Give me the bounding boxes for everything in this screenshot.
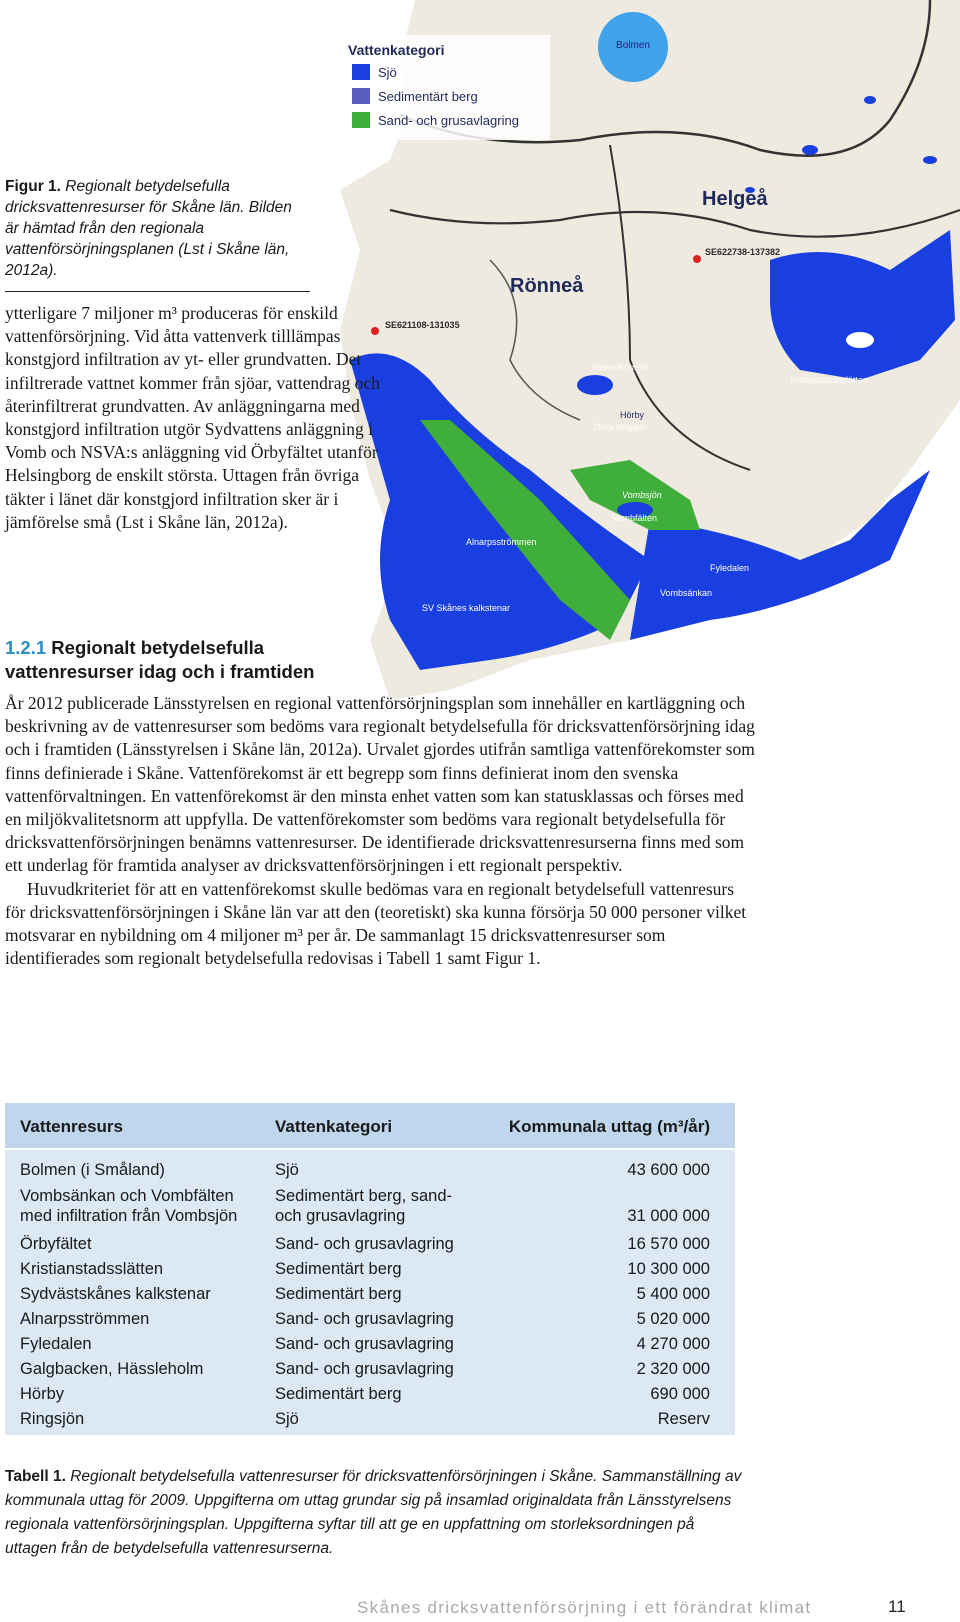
legend-swatch-sand-gravel [352,112,370,128]
cell-resource: Ringsjön [20,1410,85,1428]
page-number: 11 [888,1597,906,1616]
station-label-2: SE621108-131035 [385,320,460,330]
cell-resource: Galgbacken, Hässleholm [20,1360,204,1378]
cell-withdrawal: 2 320 000 [636,1360,710,1378]
cell-category: Sand- och grusavlagring [275,1335,454,1353]
body-paragraph-1: År 2012 publicerade Länsstyrelsen en regional vattenförsörjningsplan som innehåller en kartläggning och beskrivning av de vattenresurser som bedöms vara regionalt betydelsefulla för dricksvattenförsörjning idag och i framtiden (Länsstyrelsen i Skåne län, 2012a). Urvalet gjordes utifrån samtliga vattenförekomster som finns definierade i Skåne. Vattenförekomst är ett begrepp som finns definierat inom den svenska vattenförvaltningen. En vattenförekomst är den minsta enhet vatten som kan statusklassas och förses med en miljökvalitetsnorm att uppfylla. De vattenförekomster som bedöms vara regionalt betydelsefulla för dricksvattenförsörjningen benämns vattenresurser. De identifierade dricksvattenresurserna finns med som ett underlag för framtida analyser av dricksvattenförsörjningen i ett regionalt perspektiv. [5,693,755,876]
map-label-vombsankan: Vombsänkan [660,588,713,598]
water-resources-table [5,1103,735,1435]
cell-resource: Örbyfältet [20,1235,92,1253]
station-label-1: SE622738-137382 [705,247,781,257]
table-caption-label: Tabell 1. [5,1468,66,1485]
cell-category: Sand- och grusavlagring [275,1360,454,1378]
cell-category: Sand- och grusavlagring [275,1235,454,1253]
map-label-horby: Hörby [620,410,645,420]
section-title: Regionalt betydelsefulla vattenresurser idag och i framtiden [5,637,315,682]
region-label-ronnea: Rönneå [510,275,584,297]
legend-item-sand-gravel: Sand- och grusavlagring [378,113,519,128]
body-text [5,692,755,970]
cell-category: Sedimentärt berg [275,1260,402,1278]
cell-withdrawal: Reserv [657,1410,710,1428]
cell-category: Sedimentärt berg [275,1285,402,1303]
cell-resource: Fyledalen [20,1335,92,1353]
table-header-withdrawal: Kommunala uttag (m³/år) [508,1117,710,1136]
cell-withdrawal: 4 270 000 [636,1335,710,1353]
legend-item-sedimentary: Sedimentärt berg [378,89,478,104]
table-header-category: Vattenkategori [275,1117,393,1136]
cell-resource: Bolmen (i Småland) [20,1161,165,1179]
body-paragraph-2: Huvudkriteriet för att en vattenförekomst skulle bedömas vara en regionalt betydelsefull vattenresurs för dricksvattenförsörjningen i Skåne län var att den (teoretiskt) ska kunna försörja 50 000 personer vilket motsvarar en nybildning om 4 miljoner m³ per år. De sammanlagt 15 dricksvattenresurser som identifierades som regionalt betydelsefulla redovisas i Tabell 1 samt Figur 1. [5,878,747,969]
cell-withdrawal: 16 570 000 [627,1235,710,1253]
section-heading [5,636,335,684]
map-label-vombfalten: Vombfälten [612,513,658,523]
figure-caption-label: Figur 1. [5,178,61,195]
figure-caption [5,176,305,281]
cell-resource: Sydvästskånes kalkstenar [20,1285,211,1303]
table-header-resource: Vattenresurs [20,1117,123,1136]
map-label-kristianstadsslatten: Kristianstadsslätten [790,375,869,385]
cell-category: Sand- och grusavlagring [275,1310,454,1328]
cell-category: Sedimentärt berg [275,1385,402,1403]
cell-category: Sjö [275,1161,299,1179]
column-paragraph: ytterligare 7 miljoner m³ produceras för enskild vattenförsörjning. Vid åtta vattenverk tilllämpas konstgjord infiltration av yt- eller grundvatten. Det infiltrerade vattnet kommer från sjöar, vattendrag och återinfiltrerat grundvatten. Av anläggningarna med konstgjord infiltration utgör Sydvattens anläggning i Vomb och NSVA:s anläggning vid Örbyfältet utanför Helsingborg de enskilt största. Uttagen från övriga täkter i länet där konstgjord infiltration sker är i jämförelse små (Lst i Skåne län, 2012a). [5,303,380,532]
cell-withdrawal: 31 000 000 [627,1207,710,1225]
cell-withdrawal: 690 000 [650,1385,710,1403]
table-caption-text: Regionalt betydelsefulla vattenresurser för dricksvattenförsörjningen i Skåne. Sammanställning av kommunala uttag för 2009. Uppgifterna om uttag grundar sig på insamlad originaldata från Länsstyrelsens regionala vattenförsörjningsplan. Uppgifterna syftar till att ge en uppfattning om storleksordningen på uttagen från de betydelsefulla vattenresurserna. [5,1468,742,1557]
cell-resource: Kristianstadsslätten [20,1260,164,1278]
cell-withdrawal: 5 400 000 [636,1285,710,1303]
skane-water-resources-map [330,0,960,700]
cell-resource: Vombsänkan och Vombfälten med infiltration från Vombsjön [20,1187,238,1225]
running-footer: Skånes dricksvattenförsörjning i ett förändrat klimat [357,1598,812,1617]
map-label-vombsjon: Vombsjön [622,490,662,500]
legend-swatch-sedimentary [352,88,370,104]
cell-category: Sjö [275,1410,299,1428]
bolmen-label: Bolmen [616,40,650,51]
table-caption [5,1465,750,1561]
cell-withdrawal: 5 020 000 [636,1310,710,1328]
map-label-ostra-ringsjon: Östra Ringsjön [594,423,647,432]
legend-swatch-lake [352,64,370,80]
caption-divider [5,291,310,292]
cell-resource: Alnarpsströmmen [20,1310,150,1328]
map-label-sv-skanes-kalkstenar: SV Skånes kalkstenar [422,603,511,613]
cell-category: Sedimentärt berg, sand- och grusavlagring [275,1187,453,1225]
map-label-alnarpsstrommen: Alnarpsströmmen [466,537,537,547]
section-number: 1.2.1 [5,637,47,658]
map-label-vastra-ringsjon: Västra Ringsjön [592,363,649,372]
cell-resource: Hörby [20,1385,65,1403]
legend-item-lake: Sjö [378,65,397,80]
legend-title: Vattenkategori [348,42,445,58]
table-header [5,1103,735,1150]
map-label-fyledalen: Fyledalen [710,563,750,573]
region-label-helgea: Helgeå [702,188,768,210]
figure-caption-text: Regionalt betydelsefulla dricksvattenresurser för Skåne län. Bilden är hämtad från den regionala vattenförsörjningsplanen (Lst i Skåne län, 2012a). [5,178,292,279]
cell-withdrawal: 43 600 000 [627,1161,710,1179]
cell-withdrawal: 10 300 000 [627,1260,710,1278]
